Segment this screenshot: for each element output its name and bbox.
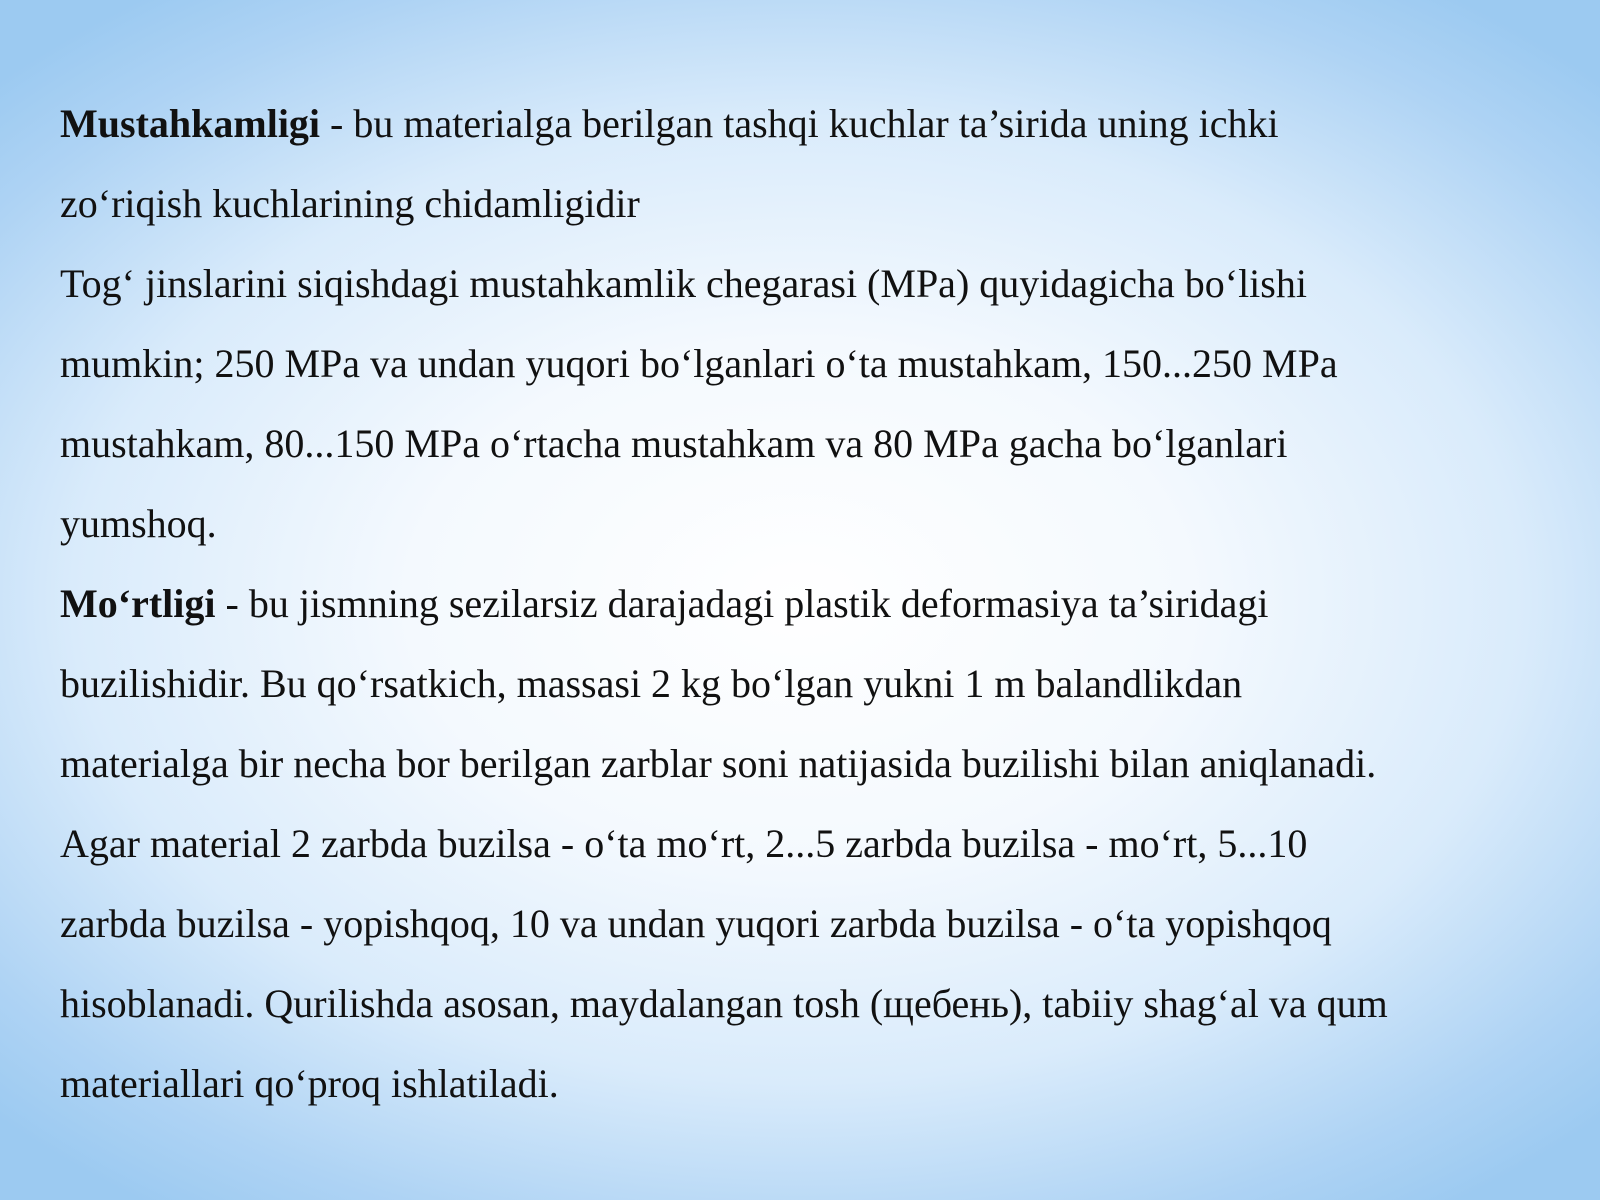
text-line: Tog‘ jinslarini siqishdagi mustahkamlik chegarasi (MPa) quyidagicha bo‘lishi — [60, 261, 1307, 306]
term-mustahkamligi: Mustahkamligi — [60, 101, 321, 146]
text-line: buzilishidir. Bu qo‘rsatkich, massasi 2 kg bo‘lgan yukni 1 m balandlikdan — [60, 661, 1243, 706]
text-line: zarbda buzilsa - yopishqoq, 10 va undan yuqori zarbda buzilsa - o‘ta yopishqoq — [60, 901, 1332, 946]
text-line: zo‘riqish kuchlarining chidamligidir — [60, 181, 640, 226]
slide-body — [60, 84, 1560, 1124]
text-line: materiallari qo‘proq ishlatiladi. — [60, 1061, 559, 1106]
text-line — [60, 84, 1560, 164]
text-line: mumkin; 250 MPa va undan yuqori bo‘lganlari o‘ta mustahkam, 150...250 MPa — [60, 341, 1338, 386]
term-mortligi: Mo‘rtligi — [60, 581, 216, 626]
text-line: Agar material 2 zarbda buzilsa - o‘ta mo‘rt, 2...5 zarbda buzilsa - mo‘rt, 5...10 — [60, 821, 1308, 866]
definition-text: - bu jismning sezilarsiz darajadagi plastik deformasiya ta’siridagi — [215, 581, 1269, 626]
text-line — [60, 564, 1560, 644]
text-line: mustahkam, 80...150 MPa o‘rtacha mustahkam va 80 MPa gacha bo‘lganlari — [60, 421, 1288, 466]
text-line: yumshoq. — [60, 501, 217, 546]
text-line: hisoblanadi. Qurilishda asosan, maydalangan tosh (щебень), tabiiy shag‘al va qum — [60, 981, 1388, 1026]
definition-text: - bu materialga berilgan tashqi kuchlar ta’sirida uning ichki — [320, 101, 1279, 146]
text-line: materialga bir necha bor berilgan zarblar soni natijasida buzilishi bilan aniqlanadi. — [60, 741, 1377, 786]
